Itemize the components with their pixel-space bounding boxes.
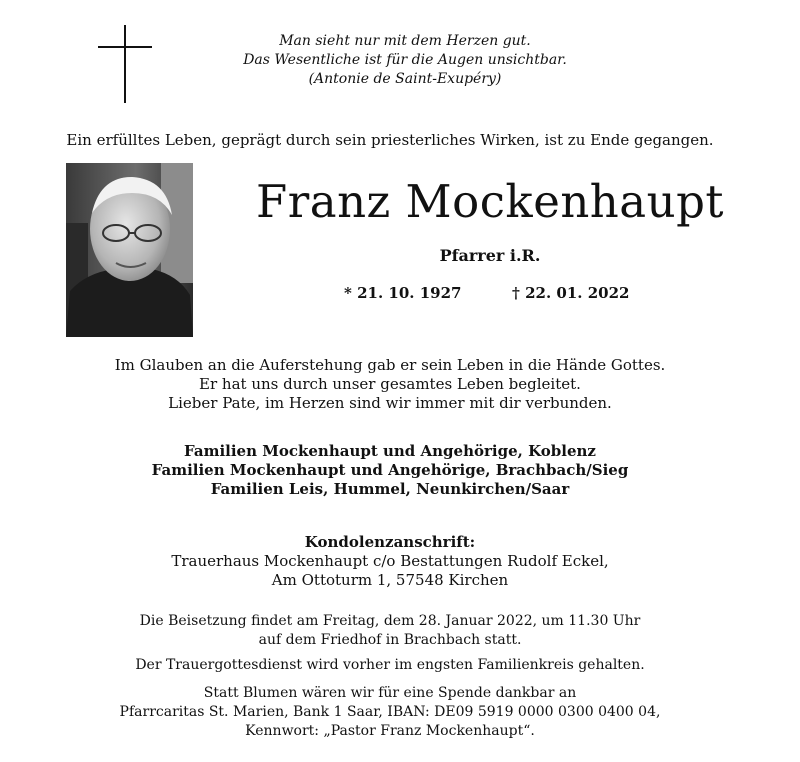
donation-info <box>0 684 780 741</box>
mourner-line: Familien Leis, Hummel, Neunkirchen/Saar <box>210 480 570 498</box>
mourner-line: Familien Mockenhaupt und Angehörige, Brachbach/Sieg <box>151 461 629 479</box>
text-line: Lieber Pate, im Herzen sind wir immer mit dir verbunden. <box>168 394 612 412</box>
text-line: Im Glauben an die Auferstehung gab er sein Leben in die Hände Gottes. <box>114 356 666 374</box>
condolence-address <box>0 533 780 590</box>
service-info <box>0 656 780 675</box>
condolence-heading: Kondolenzanschrift: <box>304 533 476 551</box>
quote <box>205 32 605 89</box>
address-line: Trauerhaus Mockenhaupt c/o Bestattungen Rudolf Eckel, <box>171 552 609 570</box>
mourners-list <box>0 442 780 499</box>
text-line: Die Beisetzung findet am Freitag, dem 28. Januar 2022, um 11.30 Uhr <box>139 613 641 629</box>
quote-author: (Antonie de Saint-Exupéry) <box>308 71 502 87</box>
mourner-line: Familien Mockenhaupt und Angehörige, Koblenz <box>184 442 596 460</box>
death-date: † 22. 01. 2022 <box>512 284 630 302</box>
portrait-photo <box>66 163 193 337</box>
text-line: Der Trauergottesdienst wird vorher im engsten Familienkreis gehalten. <box>135 657 645 673</box>
text-line: auf dem Friedhof in Brachbach statt. <box>258 632 522 648</box>
deceased-title: Pfarrer i.R. <box>439 246 541 265</box>
burial-info <box>0 612 780 650</box>
faith-text <box>0 356 780 413</box>
quote-line: Das Wesentliche ist für die Augen unsichtbar. <box>243 52 567 68</box>
text-line: Pfarrcaritas St. Marien, Bank 1 Saar, IBAN: DE09 5919 0000 0300 0400 04, <box>119 704 661 720</box>
deceased-name: Franz Mockenhaupt <box>256 175 724 228</box>
quote-line: Man sieht nur mit dem Herzen gut. <box>279 33 531 49</box>
birth-date: * 21. 10. 1927 <box>344 284 462 302</box>
text-line: Kennwort: „Pastor Franz Mockenhaupt“. <box>245 723 535 739</box>
text-line: Er hat uns durch unser gesamtes Leben begleitet. <box>199 375 581 393</box>
intro-text: Ein erfülltes Leben, geprägt durch sein priesterliches Wirken, ist zu Ende gegangen. <box>66 131 714 149</box>
address-line: Am Ottoturm 1, 57548 Kirchen <box>271 571 509 589</box>
cross-icon <box>98 25 152 103</box>
portrait-image <box>66 163 193 337</box>
text-line: Statt Blumen wären wir für eine Spende dankbar an <box>203 685 577 701</box>
